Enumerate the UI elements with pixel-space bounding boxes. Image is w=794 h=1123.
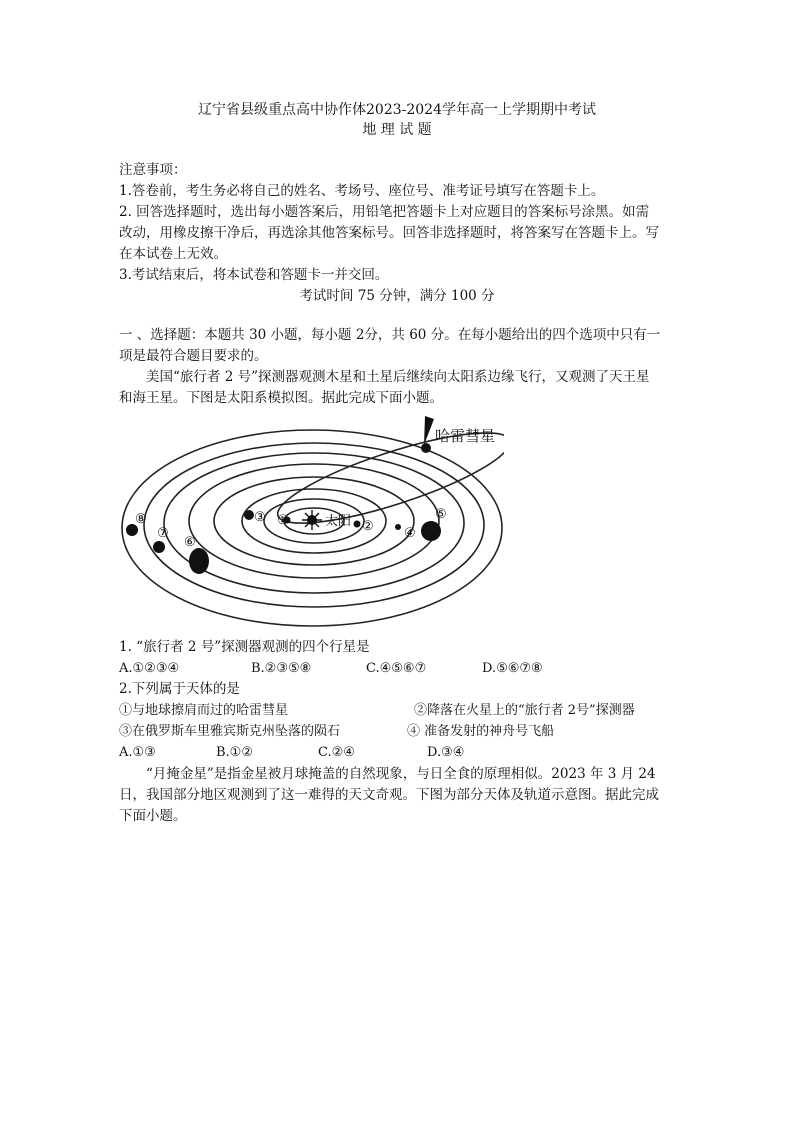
q2-stem: 2.下列属于天体的是 — [119, 681, 240, 697]
marker-7: ⑦ — [157, 526, 169, 541]
marker-3: ③ — [254, 510, 266, 525]
q1-stem: 1. “旅行者 2 号”探测器观测的四个行星是 — [119, 639, 370, 655]
passage-1-line-2: 和海王星。下图是太阳系模拟图。据此完成下面小题。 — [119, 390, 443, 406]
sun-label: 太阳 — [325, 514, 352, 529]
exam-subject: 地 理 试 题 — [362, 122, 432, 138]
section-intro-line-2: 项是最符合题目要求的。 — [119, 348, 268, 364]
q1-option-c[interactable]: C.④⑤⑥⑦ — [366, 661, 427, 676]
q2-item-3: ③在俄罗斯车里雅宾斯克州坠落的陨石 — [119, 724, 341, 739]
exam-title: 辽宁省县级重点高中协作体2023-2024学年高一上学期期中考试 — [198, 102, 596, 118]
marker-8: ⑧ — [135, 512, 147, 527]
marker-2: ② — [362, 519, 374, 534]
notice-item-2-line-3: 在本试卷上无效。 — [119, 246, 227, 262]
planet-7 — [153, 541, 165, 553]
section-intro-line-1: 一 、选择题：本题共 30 小题，每小题 2分，共 60 分。在每小题给出的四个选项中只有一 — [119, 327, 661, 343]
planet-2 — [354, 521, 361, 528]
q2-item-4: ④ 准备发射的神舟号飞船 — [407, 724, 555, 739]
q2-option-a[interactable]: A.①③ — [119, 745, 156, 760]
q2-option-b[interactable]: B.①② — [216, 745, 253, 760]
marker-5: ⑤ — [435, 507, 447, 522]
q1-option-a[interactable]: A.①②③④ — [119, 661, 180, 676]
planet-4 — [395, 524, 401, 530]
notice-item-3: 3.考试结束后，将本试卷和答题卡一并交回。 — [119, 267, 389, 283]
marker-4: ④ — [404, 526, 416, 541]
sun — [302, 510, 322, 530]
passage-2-line-2: 日，我国部分地区观测到了这一难得的天文奇观。下图为部分天体及轨道示意图。据此完成 — [119, 787, 659, 803]
planet-6 — [189, 548, 209, 574]
notice-item-1: 1.答卷前，考生务必将自己的姓名、考场号、座位号、准考证号填写在答题卡上。 — [119, 183, 605, 199]
marker-1: ① — [277, 513, 289, 528]
q1-option-b[interactable]: B.②③⑤⑧ — [251, 661, 312, 676]
marker-6: ⑥ — [184, 535, 196, 550]
solar-system-figure — [119, 413, 504, 633]
q2-item-1: ①与地球擦肩而过的哈雷彗星 — [119, 703, 289, 718]
halley-comet — [421, 443, 431, 453]
comet-label: 哈雷彗星 — [435, 427, 496, 445]
notice-heading: 注意事项： — [119, 162, 187, 178]
q2-option-c[interactable]: C.②④ — [318, 745, 355, 760]
exam-info: 考试时间 75 分钟，满分 100 分 — [299, 288, 495, 304]
planet-3 — [244, 510, 254, 520]
passage-2-line-1: “月掩金星”是指金星被月球掩盖的自然现象，与日全食的原理相似。2023 年 3 月 24 — [146, 766, 656, 782]
q2-option-d[interactable]: D.③④ — [427, 745, 465, 760]
notice-item-2-line-2: 改动，用橡皮擦干净后，再选涂其他答案标号。回答非选择题时，将答案写在答题卡上。写 — [119, 225, 659, 241]
q1-option-d[interactable]: D.⑤⑥⑦⑧ — [482, 661, 543, 676]
planet-5 — [421, 521, 441, 541]
q2-item-2: ②降落在火星上的“旅行者 2号”探测器 — [414, 703, 635, 718]
notice-item-2-line-1: 2. 回答选择题时，选出每小题答案后，用铅笔把答题卡上对应题目的答案标号涂黑。如需 — [119, 204, 650, 220]
passage-1-line-1: 美国“旅行者 2 号”探测器观测木星和土星后继续向太阳系边缘飞行，又观测了天王星 — [146, 369, 650, 385]
passage-2-line-3: 下面小题。 — [119, 808, 187, 824]
